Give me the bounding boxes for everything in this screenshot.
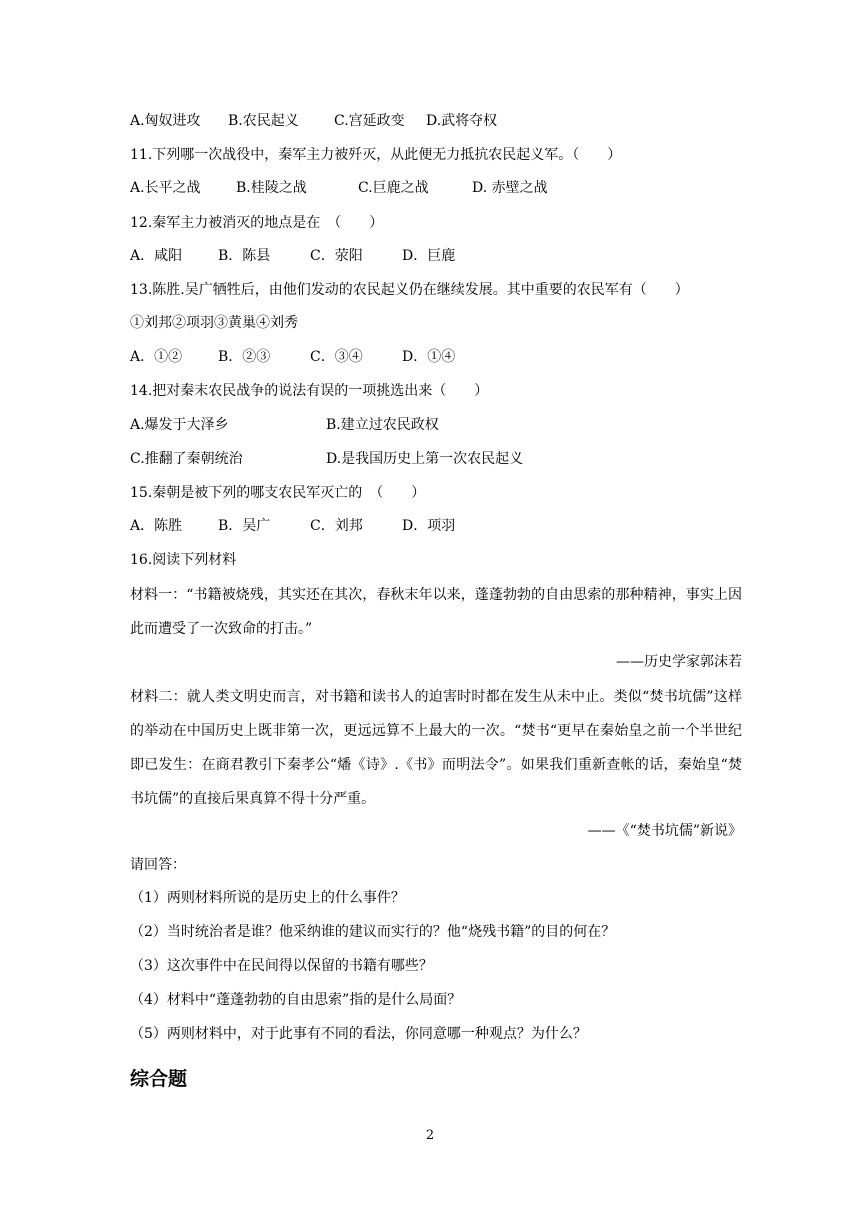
- q11-option-d: D. 赤壁之战: [472, 180, 548, 196]
- q14-option-a: A.爆发于大泽乡: [130, 417, 229, 433]
- q16-question-4: （4）材料中“蓬蓬勃勃的自由思索”指的是什么局面？: [130, 992, 462, 1008]
- q10-option-a: A.匈奴进攻: [130, 113, 201, 129]
- q16-stem: 16.阅读下列材料: [130, 552, 237, 568]
- q16-question-5: （5）两则材料中，对于此事有不同的看法，你同意哪一种观点？为什么？: [130, 1026, 587, 1042]
- q13-option-d: D．①④: [402, 349, 456, 365]
- section-heading: 综合题: [130, 1068, 188, 1090]
- q16-question-2: （2）当时统治者是谁？他采纳谁的建议而实行的？他“烧残书籍”的目的何在？: [130, 924, 616, 940]
- q11-option-a: A.长平之战: [130, 180, 201, 196]
- q12-option-b: B．陈县: [218, 248, 271, 264]
- q12-option-a: A．咸阳: [130, 248, 183, 264]
- q14-option-b: B.建立过农民政权: [326, 417, 439, 433]
- q10-option-d: D.武将夺权: [426, 113, 498, 129]
- q10-option-b: B.农民起义: [228, 113, 299, 129]
- q11-stem: 11.下列哪一次战役中，秦军主力被歼灭，从此便无力抵抗农民起义军。（ ）: [130, 147, 622, 163]
- q16-material-2: 材料二：就人类文明史而言，对书籍和读书人的迫害时时都在发生从未中止。类似“焚书坑儒”这样的举动在中国历史上既非第一次，更远远算不上最大的一次。“焚书“更早在秦始皇之前一个半世纪即已发生：在商君教引下秦孝公“燔《诗》.《书》而明法令”。如果我们重新查帐的话，秦始皇“焚书坑儒”的直接后果真算不得十分严重。: [130, 689, 742, 807]
- q12-option-d: D．巨鹿: [402, 248, 456, 264]
- q11-option-b: B.桂陵之战: [236, 180, 307, 196]
- page-number: 2: [425, 1128, 435, 1143]
- q16-question-1: （1）两则材料所说的是历史上的什么事件？: [130, 890, 405, 906]
- q15-option-d: D．项羽: [402, 518, 456, 534]
- q13-option-a: A．①②: [130, 349, 183, 365]
- q16-source-1: ——历史学家郭沫若: [616, 654, 742, 670]
- q10-option-c: C.宫延政变: [334, 113, 405, 129]
- q14-stem: 14.把对秦末农民战争的说法有误的一项挑选出来（ ）: [130, 383, 489, 399]
- q13-option-b: B．②③: [218, 349, 271, 365]
- q14-option-c: C.推翻了秦朝统治: [130, 451, 243, 467]
- q15-option-a: A．陈胜: [130, 518, 183, 534]
- q16-question-3: （3）这次事件中在民间得以保留的书籍有哪些？: [130, 958, 433, 974]
- q14-option-d: D.是我国历史上第一次农民起义: [326, 451, 524, 467]
- q16-material-1: 材料一：“书籍被烧残，其实还在其次，春秋末年以来，蓬蓬勃勃的自由思索的那种精神，事实上因此而遭受了一次致命的打击。”: [130, 587, 742, 637]
- q12-stem: 12.秦军主力被消灭的地点是在 （ ）: [130, 215, 384, 231]
- q15-option-c: C．刘邦: [310, 518, 363, 534]
- q15-stem: 15.秦朝是被下列的哪支农民军灭亡的 （ ）: [130, 485, 426, 501]
- q12-option-c: C．荥阳: [310, 248, 363, 264]
- q13-option-c: C．③④: [310, 349, 363, 365]
- q16-source-2: ——《“焚书坑儒”新说》: [587, 823, 742, 839]
- q16-prompt: 请回答：: [130, 857, 186, 873]
- q13-stem: 13.陈胜.吴广牺牲后，由他们发动的农民起义仍在继续发展。其中重要的农民军有（ ）: [130, 282, 689, 298]
- q15-option-b: B．吴广: [218, 518, 271, 534]
- q11-option-c: C.巨鹿之战: [358, 180, 429, 196]
- q13-sub-items: ①刘邦②项羽③黄巢④刘秀: [130, 315, 298, 331]
